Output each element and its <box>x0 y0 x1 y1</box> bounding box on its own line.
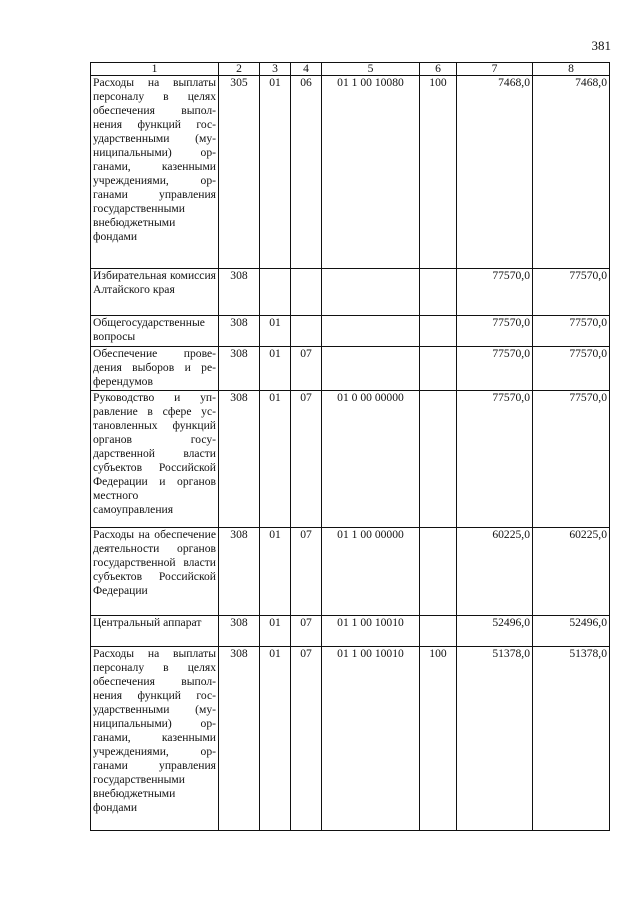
cell-c6 <box>420 528 457 616</box>
item-name: Руководство и управление в сфере установленных функций органов государственной власти субъектов Российской Федерации и органов местного самоуправления <box>91 391 219 528</box>
cell-c4: 06 <box>291 76 322 269</box>
cell-c4: 07 <box>291 391 322 528</box>
cell-c6 <box>420 347 457 391</box>
cell-c4: 07 <box>291 616 322 647</box>
cell-c5: 01 1 00 00000 <box>322 528 420 616</box>
cell-c2: 308 <box>219 528 260 616</box>
cell-c3 <box>260 269 291 316</box>
budget-table <box>90 62 610 831</box>
item-name: Расходы на обеспечение деятельности органов государственной власти субъектов Российской Федерации <box>91 528 219 616</box>
column-header: 2 <box>219 63 260 76</box>
cell-c2: 308 <box>219 616 260 647</box>
cell-c3: 01 <box>260 616 291 647</box>
table-row <box>91 528 610 616</box>
table-row <box>91 616 610 647</box>
cell-c6 <box>420 391 457 528</box>
cell-c7: 77570,0 <box>457 316 533 347</box>
cell-c7: 60225,0 <box>457 528 533 616</box>
cell-c8: 52496,0 <box>533 616 610 647</box>
column-header: 6 <box>420 63 457 76</box>
column-header: 7 <box>457 63 533 76</box>
cell-c8: 77570,0 <box>533 316 610 347</box>
cell-c4: 07 <box>291 528 322 616</box>
cell-c7: 51378,0 <box>457 647 533 831</box>
cell-c5: 01 1 00 10010 <box>322 616 420 647</box>
cell-c8: 77570,0 <box>533 269 610 316</box>
page-number: 381 <box>591 38 611 53</box>
cell-c5 <box>322 269 420 316</box>
cell-c8: 7468,0 <box>533 76 610 269</box>
cell-c6 <box>420 269 457 316</box>
table-row <box>91 76 610 269</box>
cell-c6: 100 <box>420 647 457 831</box>
cell-c3: 01 <box>260 391 291 528</box>
cell-c7: 77570,0 <box>457 269 533 316</box>
cell-c7: 52496,0 <box>457 616 533 647</box>
cell-c4 <box>291 316 322 347</box>
cell-c6: 100 <box>420 76 457 269</box>
cell-c5: 01 0 00 00000 <box>322 391 420 528</box>
cell-c2: 308 <box>219 347 260 391</box>
cell-c6 <box>420 616 457 647</box>
column-header: 8 <box>533 63 610 76</box>
table-row <box>91 647 610 831</box>
cell-c8: 77570,0 <box>533 391 610 528</box>
item-name: Общегосударственные вопросы <box>91 316 219 347</box>
item-name: Расходы на выплаты персоналу в целях обеспечения выполнения функций государственными (муниципальными) органами, казенными учреждениями, органами управления государственными внебюджетными фондами <box>91 647 219 831</box>
item-name: Обеспечение проведения выборов и референдумов <box>91 347 219 391</box>
column-header: 1 <box>91 63 219 76</box>
item-name: Избирательная комиссия Алтайского края <box>91 269 219 316</box>
column-header: 3 <box>260 63 291 76</box>
cell-c8: 51378,0 <box>533 647 610 831</box>
cell-c6 <box>420 316 457 347</box>
cell-c7: 7468,0 <box>457 76 533 269</box>
cell-c2: 308 <box>219 269 260 316</box>
cell-c8: 60225,0 <box>533 528 610 616</box>
cell-c3: 01 <box>260 316 291 347</box>
cell-c5: 01 1 00 10010 <box>322 647 420 831</box>
cell-c3: 01 <box>260 528 291 616</box>
cell-c7: 77570,0 <box>457 391 533 528</box>
table-row <box>91 316 610 347</box>
cell-c2: 305 <box>219 76 260 269</box>
cell-c4: 07 <box>291 647 322 831</box>
cell-c5: 01 1 00 10080 <box>322 76 420 269</box>
cell-c2: 308 <box>219 316 260 347</box>
header-row <box>91 63 610 76</box>
cell-c4: 07 <box>291 347 322 391</box>
item-name: Расходы на выплаты персоналу в целях обеспечения выполнения функций государственными (муниципальными) органами, казенными учреждениями, органами управления государственными внебюджетными фондами <box>91 76 219 269</box>
table-row <box>91 347 610 391</box>
cell-c2: 308 <box>219 647 260 831</box>
table-row <box>91 391 610 528</box>
column-header: 4 <box>291 63 322 76</box>
cell-c8: 77570,0 <box>533 347 610 391</box>
column-header: 5 <box>322 63 420 76</box>
cell-c7: 77570,0 <box>457 347 533 391</box>
cell-c3: 01 <box>260 76 291 269</box>
cell-c4 <box>291 269 322 316</box>
cell-c2: 308 <box>219 391 260 528</box>
cell-c5 <box>322 316 420 347</box>
table-row <box>91 269 610 316</box>
cell-c5 <box>322 347 420 391</box>
item-name: Центральный аппарат <box>91 616 219 647</box>
cell-c3: 01 <box>260 347 291 391</box>
cell-c3: 01 <box>260 647 291 831</box>
